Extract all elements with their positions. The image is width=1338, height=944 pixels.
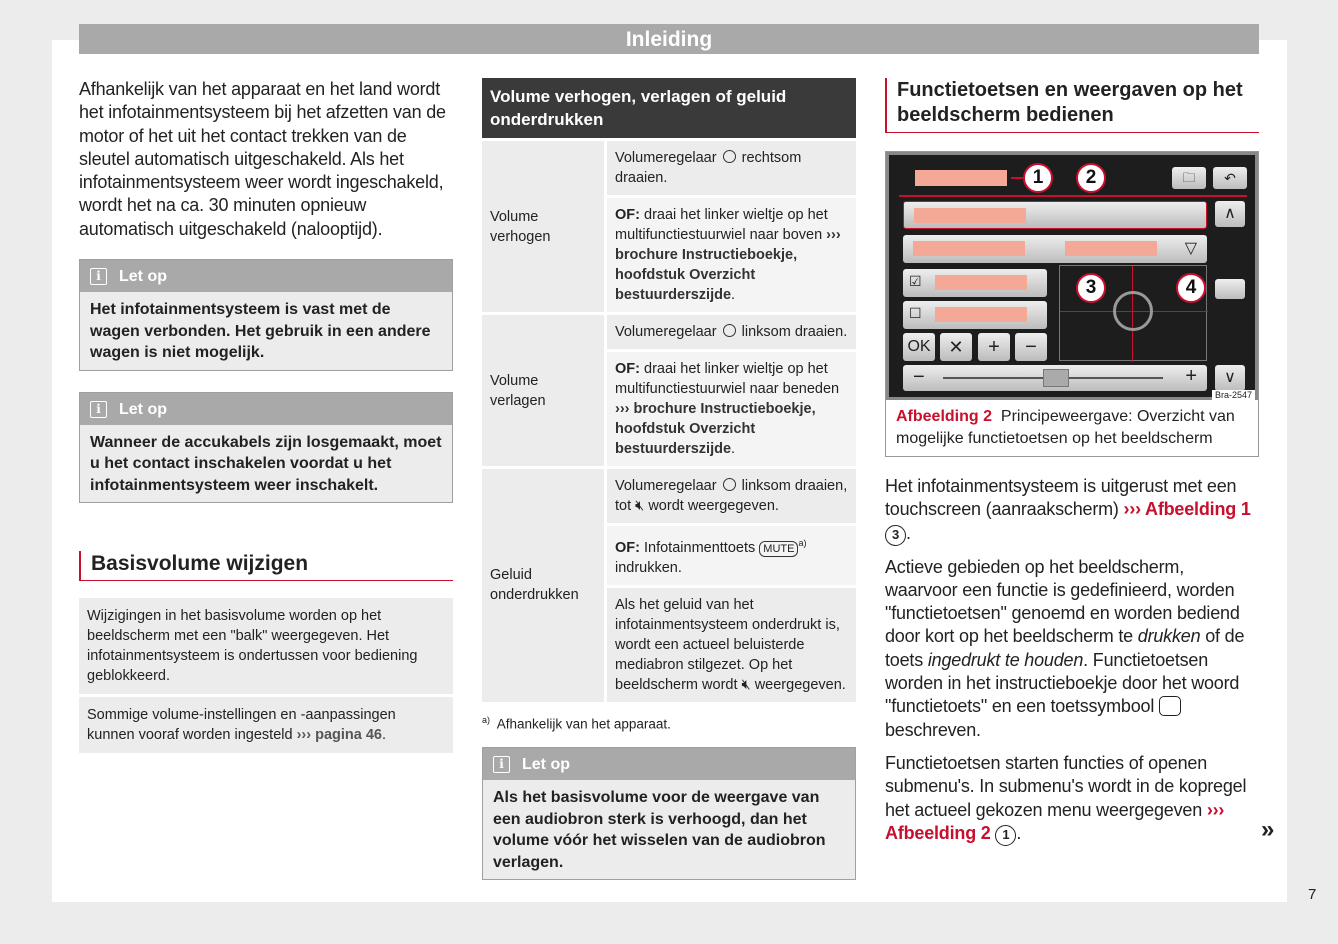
note-text: Als het basisvolume voor de weergave van een audiobron sterk is verhoogd, dan het volume vóór het wisselen van de audiobron verlagen. [493, 789, 826, 871]
table-row: Als het geluid van het infotainmentsysteem onderdrukt is, wordt een actueel beluisterde mediabron stilgezet. Op het beeldscherm wordt 🔇︎ weergegeven. [482, 588, 856, 702]
intro-paragraph: Afhankelijk van het apparaat en het land wordt het infotainmentsysteem bij het afzetten van de motor of het uit het contact trekken van de sleutel automatisch uitgeschakeld. Als het infotainmentsysteem weer wordt ingeschakeld, wordt het na ca. 30 minuten opnieuw automatisch uitgeschakeld (nalooptijd). [79, 79, 446, 239]
screen-illustration: 1 2 🗀 ↶ ▽ ☑ ☐ OK ✕ + − 3 4 ∧ ∨ − + Bra-2547 [886, 152, 1258, 400]
figure-link[interactable]: ››› Afbeelding 2 [885, 799, 1225, 843]
table-row: OF: Infotainmenttoets MUTE $^{a)}$ indrukken. [482, 526, 856, 585]
paragraph: Actieve gebieden op het beeldscherm, waarvoor een functie is gedefinieerd, worden "functietoetsen" genoemd en worden bediend door kort op het beeldscherm te drukken of de toets ingedrukt te houden. Functietoetsen worden in het instructieboekje door het woord "functietoets" en een toetssymbool beschreven. [885, 556, 1245, 740]
continue-marker: » [1261, 816, 1275, 843]
back-icon: ↶ [1213, 167, 1247, 189]
note-text: Het infotainmentsysteem is vast met de wagen verbonden. Het gebruik in een andere wagen is niet mogelijk. [90, 301, 431, 362]
knob-icon [723, 324, 736, 337]
knob-icon [723, 478, 736, 491]
figure-caption: Afbeelding 2 Principeweergave: Overzicht van mogelijke functietoetsen op het beeldscherm [896, 408, 1235, 447]
note-box [482, 747, 856, 880]
info-paragraph: Wijzigingen in het basisvolume worden op het beeldscherm met een "balk" weergegeven. Het infotainmentsysteem is ondertussen voor bediening geblokkeerd. [79, 598, 453, 694]
chapter-header: Inleiding [79, 24, 1259, 54]
volume-table [479, 138, 859, 705]
info-icon: i [90, 401, 107, 418]
figure-2 [885, 151, 1259, 457]
table-row: Volume verlagen Volumeregelaar linksom draaien. [482, 315, 856, 349]
table-row: Volume verhogen Volumeregelaar rechtsom draaien. [482, 141, 856, 195]
manual-link[interactable]: ››› brochure Instructieboekje, hoofdstuk Overzicht bestuurderszijde [615, 401, 816, 457]
table-row: OF: draai het linker wieltje op het multifunctiestuurwiel naar boven ››› brochure Instructieboekje, hoofdstuk Overzicht bestuurderszijde. [482, 198, 856, 312]
info-paragraph: Sommige volume-instellingen en -aanpassingen kunnen vooraf worden ingesteld ››› pagina 46. [79, 697, 453, 753]
section-title: Functietoetsen en weergaven op het beeldscherm bedienen [885, 78, 1259, 133]
footnote: $^{a)}$ Afhankelijk van het apparaat. [482, 714, 671, 732]
note-box [79, 392, 453, 504]
mute-icon: 🔇︎ [741, 676, 751, 693]
info-icon: i [90, 268, 107, 285]
note-title: Let op [119, 268, 167, 286]
mute-icon: 🔇︎ [635, 498, 645, 514]
note-text: Wanneer de accukabels zijn losgemaakt, moet u het contact inschakelen voordat u het infotainmentsysteem weer inschakelt. [90, 433, 442, 494]
page-number: 7 [1308, 886, 1317, 903]
knob-icon [723, 150, 736, 163]
section-title: Basisvolume wijzigen [79, 551, 453, 581]
figure-link[interactable]: ››› Afbeelding 1 [1123, 499, 1251, 520]
key-symbol-icon [1159, 696, 1181, 716]
note-title: Let op [522, 756, 570, 774]
note-box [79, 259, 453, 371]
table-row: Geluid onderdrukken Volumeregelaar linksom draaien, tot 🔇︎ wordt weergegeven. [482, 469, 856, 523]
page-link[interactable]: ››› pagina 46 [296, 727, 382, 744]
table-title: Volume verhogen, verlagen of geluid onderdrukken [482, 78, 856, 138]
column-2 [482, 78, 856, 880]
manual-link[interactable]: ››› brochure Instructieboekje, hoofdstuk Overzicht bestuurderszijde [615, 227, 841, 303]
folder-icon: 🗀 [1172, 167, 1206, 189]
paragraph: Functietoetsen starten functies of openen submenu's. In submenu's wordt in de kopregel het actueel gekozen menu weergegeven ››› Afbeelding 2 1 . [885, 752, 1259, 846]
paragraph: Het infotainmentsysteem is uitgerust met een touchscreen (aanraakscherm) ››› Afbeelding 1 3 . [885, 475, 1259, 546]
column-3 [885, 78, 1259, 846]
info-icon: i [493, 756, 510, 773]
table-row: OF: draai het linker wieltje op het multifunctiestuurwiel naar beneden ››› brochure Instructieboekje, hoofdstuk Overzicht bestuurderszijde. [482, 352, 856, 466]
mute-key: MUTE [759, 541, 798, 557]
note-title: Let op [119, 400, 167, 418]
column-1 [79, 78, 453, 753]
